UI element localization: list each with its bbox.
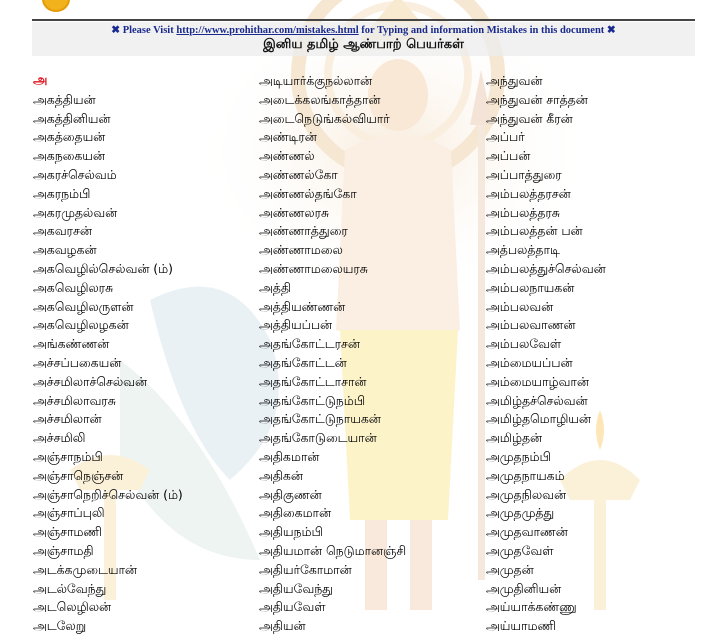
- name-item: அந்துவன் கீரன்: [486, 110, 573, 126]
- name-item: அகரச்செல்வம்: [33, 166, 117, 182]
- name-item: அதியமான் நெடுமானஞ்சி: [259, 542, 407, 558]
- name-item: அடைநெடுங்கல்வியார்: [259, 110, 390, 126]
- name-item: அதியவேள்: [259, 599, 326, 615]
- name-item: அத்தியண்ணன்: [259, 298, 346, 314]
- name-item: அண்ணாமலையரசு: [259, 260, 368, 276]
- mistakes-link[interactable]: http://www.prohithar.com/mistakes.html: [176, 25, 359, 36]
- name-item: அப்பன்: [486, 148, 531, 164]
- name-item: அம்பலநாயகன்: [486, 279, 575, 295]
- name-item: அஞ்சாநம்பி: [33, 448, 103, 464]
- name-item: அகவெழில்செல்வன் (ம்): [33, 260, 173, 276]
- name-item: அமுதன்: [486, 561, 534, 577]
- name-item: அதங்கோட்டாசான்: [259, 373, 367, 389]
- name-item: அதங்கோட்டன்: [259, 354, 347, 370]
- name-item: அச்சமிலாச்செல்வன்: [33, 373, 147, 389]
- name-item: அம்மையப்பன்: [486, 354, 573, 370]
- name-item: அஞ்சாநெறிச்செல்வன் (ம்): [33, 486, 183, 502]
- name-item: அஞ்சாப்புலி: [33, 505, 105, 521]
- mistakes-notice: [32, 24, 695, 36]
- name-item: அண்ணல்தங்கோ: [259, 185, 357, 201]
- name-item: அகரமுதல்வன்: [33, 204, 118, 220]
- name-item: அப்பாத்துரை: [486, 166, 562, 182]
- name-item: அங்கண்ணன்: [33, 336, 110, 352]
- name-item: அந்துவன் சாத்தன்: [486, 91, 588, 107]
- name-item: அகவெழிலழகன்: [33, 317, 129, 333]
- name-item: அகவெழிலரசு: [33, 279, 114, 295]
- notice-suffix: for Typing and information Mistakes in this document ✖: [361, 25, 616, 36]
- name-item: அதிகமான்: [259, 448, 320, 464]
- name-item: அதியநம்பி: [259, 524, 323, 540]
- name-item: அடியார்க்குநல்லான்: [259, 73, 373, 88]
- name-item: அச்சமிலாவரசு: [33, 392, 116, 408]
- name-item: அஞ்சாநெஞ்சன்: [33, 467, 124, 483]
- name-item: அண்ணாமலை: [259, 242, 343, 258]
- name-item: அண்ணல்: [259, 148, 315, 164]
- name-item: அகத்தியன்: [33, 91, 96, 107]
- name-item: அம்மையாழ்வான்: [486, 373, 589, 389]
- name-item: அத்தியப்பன்: [259, 317, 333, 333]
- name-item: அஞ்சாமதி: [33, 542, 94, 558]
- name-item: அமுதவேள்: [486, 542, 554, 558]
- name-item: அப்பர்: [486, 129, 525, 145]
- name-item: அடலெழிலன்: [33, 599, 112, 615]
- names-column-2: [259, 72, 406, 636]
- name-item: அகநகையன்: [33, 148, 105, 164]
- name-item: அம்பலவாணன்: [486, 317, 576, 333]
- name-item: அண்ணாத்துரை: [259, 223, 348, 239]
- name-item: அந்துவன்: [486, 73, 543, 88]
- name-item: அத்தி: [259, 279, 291, 295]
- name-item: அமுதவாணன்: [486, 524, 568, 540]
- name-item: அத்பலத்தாடி: [486, 242, 560, 258]
- name-item: அம்பலவேள்: [486, 336, 562, 352]
- name-item: அதிகன்: [259, 467, 303, 483]
- name-item: அஞ்சாமணி: [33, 524, 102, 540]
- name-item: அதிகைமான்: [259, 505, 332, 521]
- names-column-1: [33, 72, 183, 636]
- name-item: அகத்தையன்: [33, 129, 106, 145]
- header-divider: [32, 19, 695, 21]
- name-item: அய்யாமணி: [486, 618, 556, 634]
- document-title: இனிய தமிழ் ஆண்பாற் பெயர்கள்: [263, 37, 464, 52]
- name-item: அம்பலவன்: [486, 298, 554, 314]
- section-letter: அ: [33, 73, 48, 88]
- name-item: அடலேறு: [33, 618, 87, 634]
- name-item: அண்டிரன்: [259, 129, 317, 145]
- name-item: அதிகுணன்: [259, 486, 322, 502]
- name-item: அண்ணலரசு: [259, 204, 330, 220]
- name-item: அடக்கமுடையான்: [33, 561, 137, 577]
- name-item: அண்ணல்கோ: [259, 166, 338, 182]
- name-item: அம்பலத்தரசு: [486, 204, 560, 220]
- name-item: அகவெழிலருளன்: [33, 298, 134, 314]
- name-item: அம்பலத்துச்செல்வன்: [486, 260, 606, 276]
- name-item: அதியன்: [259, 618, 306, 634]
- name-item: அதியர்கோமான்: [259, 561, 352, 577]
- name-item: அம்பலத்தரசன்: [486, 185, 571, 201]
- name-item: அதங்கோட்டுநம்பி: [259, 392, 366, 408]
- name-item: அமிழ்தன்: [486, 430, 543, 446]
- name-item: அய்யாக்கண்ணு: [486, 599, 577, 615]
- name-item: அமுதநாயகம்: [486, 467, 565, 483]
- names-column-3: [486, 72, 606, 636]
- name-item: அதங்கோடுடையான்: [259, 430, 377, 446]
- name-item: அச்சப்பகையன்: [33, 354, 122, 370]
- name-item: அகவழகன்: [33, 242, 97, 258]
- name-item: அம்பலத்தன் பன்: [486, 223, 583, 239]
- name-item: அடைக்கலங்காத்தான்: [259, 91, 381, 107]
- name-item: அமிழ்தமொழியன்: [486, 411, 591, 427]
- name-item: அதங்கோட்டரசன்: [259, 336, 360, 352]
- name-item: அச்சமிலான்: [33, 411, 102, 427]
- name-item: அமுதநிலவன்: [486, 486, 567, 502]
- name-item: அமுதினியன்: [486, 580, 562, 596]
- name-item: அமுதமுத்து: [486, 505, 555, 521]
- name-item: அகத்தினியன்: [33, 110, 111, 126]
- name-item: அமுதநம்பி: [486, 448, 551, 464]
- notice-prefix: ✖ Please Visit: [111, 25, 174, 36]
- name-item: அதங்கோட்டுநாயகன்: [259, 411, 381, 427]
- name-item: அகரநம்பி: [33, 185, 91, 201]
- name-item: அமிழ்தச்செல்வன்: [486, 392, 588, 408]
- name-item: அடல்வேந்து: [33, 580, 107, 596]
- name-item: அகவரசன்: [33, 223, 92, 239]
- name-item: அதியவேந்து: [259, 580, 333, 596]
- name-item: அச்சமிலி: [33, 430, 86, 446]
